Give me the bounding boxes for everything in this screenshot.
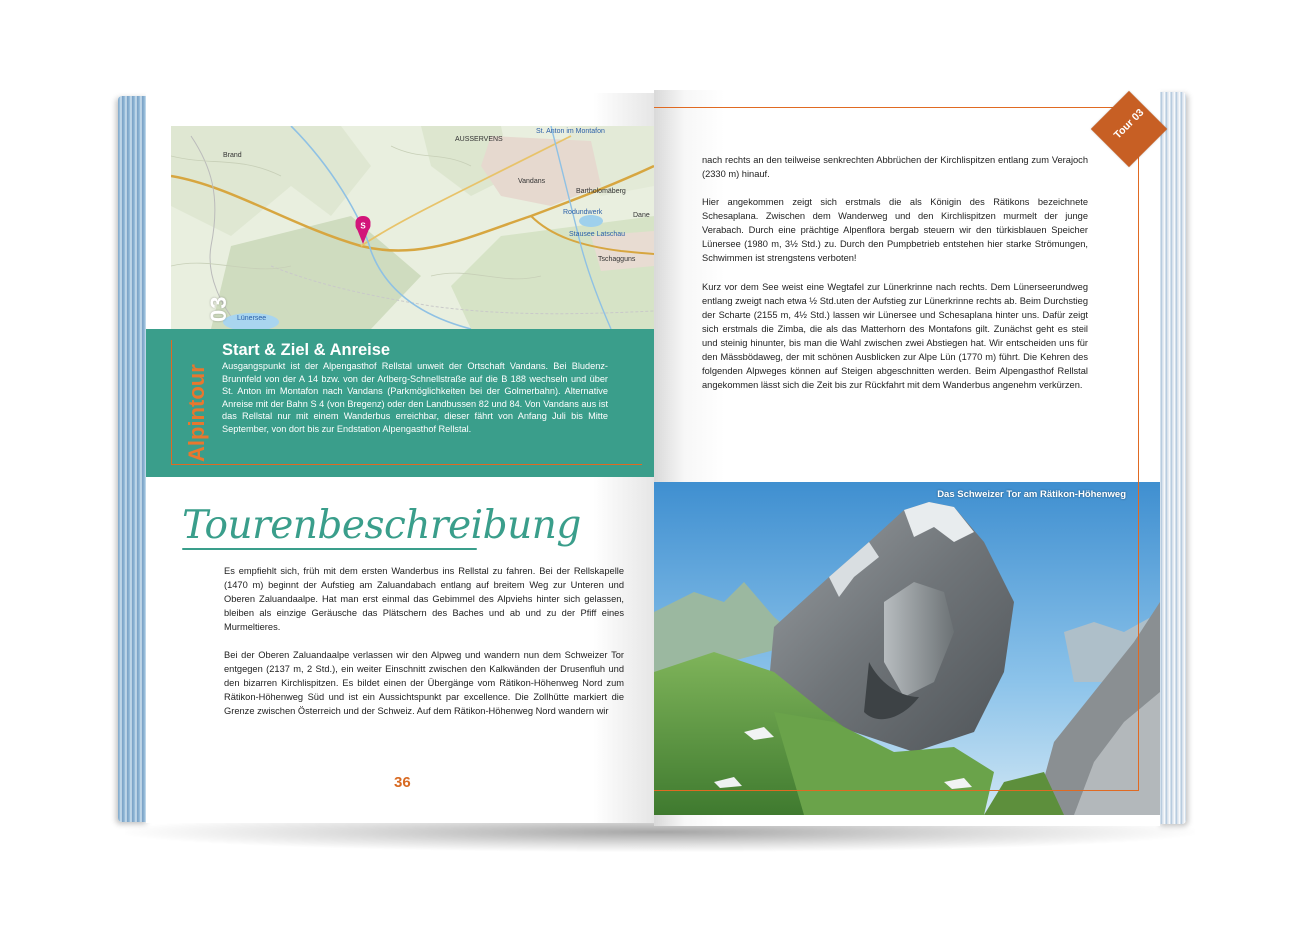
map-label-stausee: Stausee Latschau <box>569 231 626 238</box>
info-box-title: Start & Ziel & Anreise <box>222 341 391 359</box>
book-page-edges-right <box>1158 92 1186 824</box>
mountain-photo <box>654 482 1160 815</box>
category-label: Alpintour <box>184 364 209 462</box>
left-page <box>146 93 654 823</box>
start-info-box <box>146 329 654 477</box>
map-label-vandans: Vandans <box>518 178 546 185</box>
tour-map <box>171 126 654 329</box>
right-paragraph-3: Kurz vor dem See weist eine Wegtafel zur Lünerkrinne nach rechts. Dem Lünerseerundweg entlang zweigt nach etwa ½ Std.uten der Aufstieg zur Lünerkrinne rechts ab. Beim Durchstieg der Scharte (2155 m, 4½ Std.) lassen wir Lünersee und Schesaplana hinter uns. Dafür zeigt sich erstmals die Zimba, die als das Matterhorn des Montafons gilt. Zunächst geht es steil und steinig hinunter, bis man die Wahl zwischen zwei Abstiegen hat. Wir entscheiden uns für den Mässbödaweg, der mit schönen Ausblicken zur Alpe Lün (1770 m) führt. Die Kehren des folgenden Alpweges können auf Steigen abgeschnitten werden. Beim Alpengasthof Rellstal angekommen lässt sich die Zeit bis zur Rückfahrt mit dem Wanderbus angenehm verkürzen. <box>702 282 1088 390</box>
info-box-text: Ausgangspunkt ist der Alpengasthof Rellstal unweit der Ortschaft Vandans. Bei Bludenz-Brunnfeld von der A 14 bzw. von der Arlberg-Schnellstraße auf die B 188 wechseln und über St. Anton im Montafon nach Vandans (Parkmöglichkeiten bei der Golmerbahn). Alternative Anreise mit der Bahn S 4 (von Bregenz) oder den Landbussen 82 und 84. Von Vandans aus ist das Rellstal nur mit einem Wanderbus erreichbar, dieser fährt von Anfang Juli bis Mitte September, von dort bis zur Endstation Alpengasthof Rellstal. <box>222 361 608 434</box>
map-label-luenersee: Lünersee <box>237 315 267 322</box>
map-label-bartholomaeberg: Bartholomäberg <box>576 188 626 195</box>
map-tour-number: 03 <box>206 295 231 322</box>
left-paragraph-2: Bei der Oberen Zaluandaalpe verlassen wir den Alpweg und wandern nun dem Schweizer Tor entgegen (2137 m, 2 Std.), ein weiter Einschnitt zwischen den Kalkwänden der Drusenfluh und den bizarren Kirchlispitzen. Es bildet einen der Übergänge vom Rätikon-Höhenweg Nord zum Rätikon-Höhenweg Süd und ist ein Aussichtspunkt par excellence. Die Zollhütte markiert die Grenze zwischen Österreich und der Schweiz. Auf dem Rätikon-Höhenweg Nord wandern wir <box>224 650 624 716</box>
map-label-dane: Dane <box>633 212 650 219</box>
map-label-st-anton: St. Anton im Montafon <box>536 128 605 135</box>
page-number: 36 <box>394 774 411 791</box>
tour-tab-label: Tour 03 <box>1111 106 1147 142</box>
map-label-brand: Brand <box>223 152 242 159</box>
photo-frame <box>654 482 1139 791</box>
section-heading: Tourenbeschreibung <box>182 503 581 548</box>
map-label-rodund: Rodundwerk <box>563 209 603 216</box>
right-paragraph-2: Hier angekommen zeigt sich erstmals die als Königin des Rätikons bezeichnete Schesaplana. Zwischen dem Wanderweg und den Kirchlispitzen murmelt der junge Verabach. Durch eine prächtige Alpenflora bergab steuern wir den türkisblauen Speicher Lünersee (1980 m, 3½ Std.) zu. Durch den Pumpbetrieb entstehen hier starke Strömungen, Schwimmen ist strengstens verboten! <box>702 197 1088 263</box>
left-paragraph-1: Es empfiehlt sich, früh mit dem ersten Wanderbus ins Rellstal zu fahren. Bei der Rellskapelle (1470 m) beginnt der Aufstieg am Zaluandabach entlang auf breitem Weg zur Unteren und Oberen Zaluandaalpe. Hat man erst einmal das Gebimmel des Alpviehs hinter sich gelassen, bleiben als einzige Geräusche das Plätschern des Baches und ab und zu der Pfiff eines Murmeltieres. <box>224 566 624 632</box>
heading-underline <box>182 548 477 550</box>
map-graphic <box>171 126 654 329</box>
map-label-tschagguns: Tschagguns <box>598 256 636 263</box>
svg-text:S: S <box>360 221 366 231</box>
right-paragraph-1: nach rechts an den teilweise senkrechten Abbrüchen der Kirchlispitzen entlang zum Verajoch (2330 m) hinauf. <box>702 155 1088 179</box>
photo-caption: Das Schweizer Tor am Rätikon-Höhenweg <box>937 489 1126 500</box>
right-page <box>654 90 1160 826</box>
book-page-edges-left <box>118 96 148 822</box>
map-label-aussevens: AUSSERVENS <box>455 136 503 143</box>
